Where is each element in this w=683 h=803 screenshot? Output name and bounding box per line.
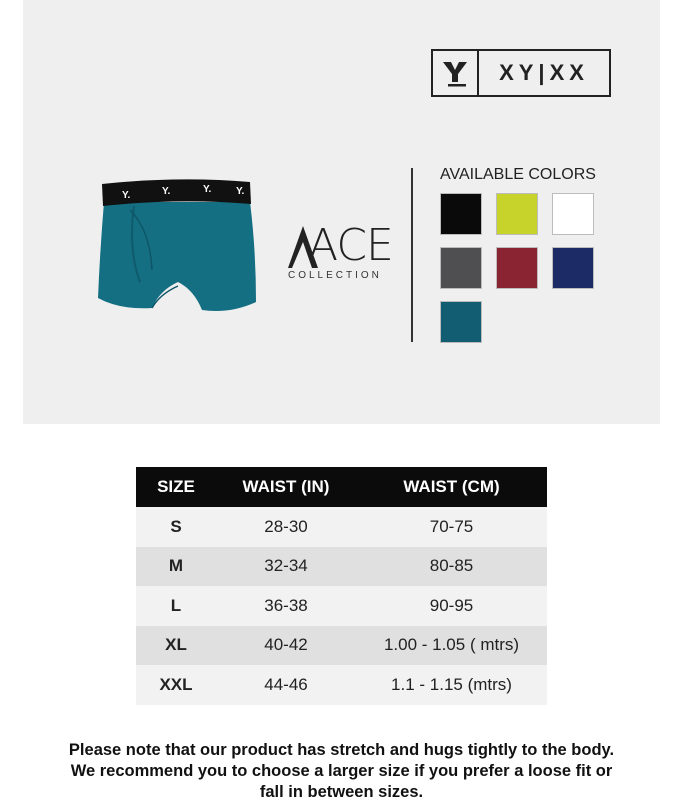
- size-cell: S: [136, 507, 216, 547]
- waist-cm-cell: 1.00 - 1.05 ( mtrs): [356, 626, 547, 666]
- header-size: SIZE: [136, 467, 216, 507]
- waistband-mark-4: Y.: [236, 186, 245, 197]
- collection-word: ACE: [308, 220, 393, 271]
- brand-wordmark: XY|XX: [499, 60, 589, 85]
- color-swatch: [440, 193, 482, 235]
- waist-cm-cell: 70-75: [356, 507, 547, 547]
- color-swatch: [552, 193, 594, 235]
- header-waist-cm: WAIST (CM): [356, 467, 547, 507]
- waist-in-cell: 28-30: [216, 507, 356, 547]
- collection-logo: [288, 222, 398, 286]
- color-swatch: [440, 301, 482, 343]
- size-cell: XL: [136, 626, 216, 666]
- color-swatch: [552, 247, 594, 289]
- waist-in-cell: 32-34: [216, 547, 356, 587]
- waist-in-cell: 40-42: [216, 626, 356, 666]
- waistband-mark-2: Y.: [162, 186, 171, 197]
- brand-logo: [431, 49, 611, 97]
- color-swatch: [496, 247, 538, 289]
- table-row: [136, 665, 547, 705]
- divider: [411, 168, 413, 342]
- available-colors-title: AVAILABLE COLORS: [440, 166, 596, 183]
- table-row: [136, 626, 547, 666]
- size-cell: M: [136, 547, 216, 587]
- table-row: [136, 586, 547, 626]
- color-swatch: [440, 247, 482, 289]
- xy-monogram-icon: [433, 51, 479, 95]
- fit-note-line-1: Please note that our product has stretch and hugs tightly to the body.: [68, 741, 615, 759]
- size-cell: L: [136, 586, 216, 626]
- table-row: [136, 507, 547, 547]
- color-swatches: [440, 193, 600, 343]
- waistband-mark-3: Y.: [203, 184, 212, 195]
- waist-in-cell: 44-46: [216, 665, 356, 705]
- waist-in-cell: 36-38: [216, 586, 356, 626]
- fit-note: [30, 740, 653, 803]
- collection-label: COLLECTION: [288, 270, 382, 281]
- boxer-brief-icon: [90, 170, 270, 330]
- header-waist-in: WAIST (IN): [216, 467, 356, 507]
- waist-cm-cell: 1.1 - 1.15 (mtrs): [356, 665, 547, 705]
- color-swatch: [496, 193, 538, 235]
- size-chart: [136, 467, 547, 705]
- fit-note-line-3: fall in between sizes.: [259, 783, 424, 801]
- fit-note-line-2: We recommend you to choose a larger size if you prefer a loose fit or: [70, 762, 613, 780]
- waist-cm-cell: 80-85: [356, 547, 547, 587]
- waistband-mark-1: Y.: [122, 190, 131, 201]
- table-row: [136, 547, 547, 587]
- size-cell: XXL: [136, 665, 216, 705]
- waist-cm-cell: 90-95: [356, 586, 547, 626]
- size-chart-header: [136, 467, 547, 507]
